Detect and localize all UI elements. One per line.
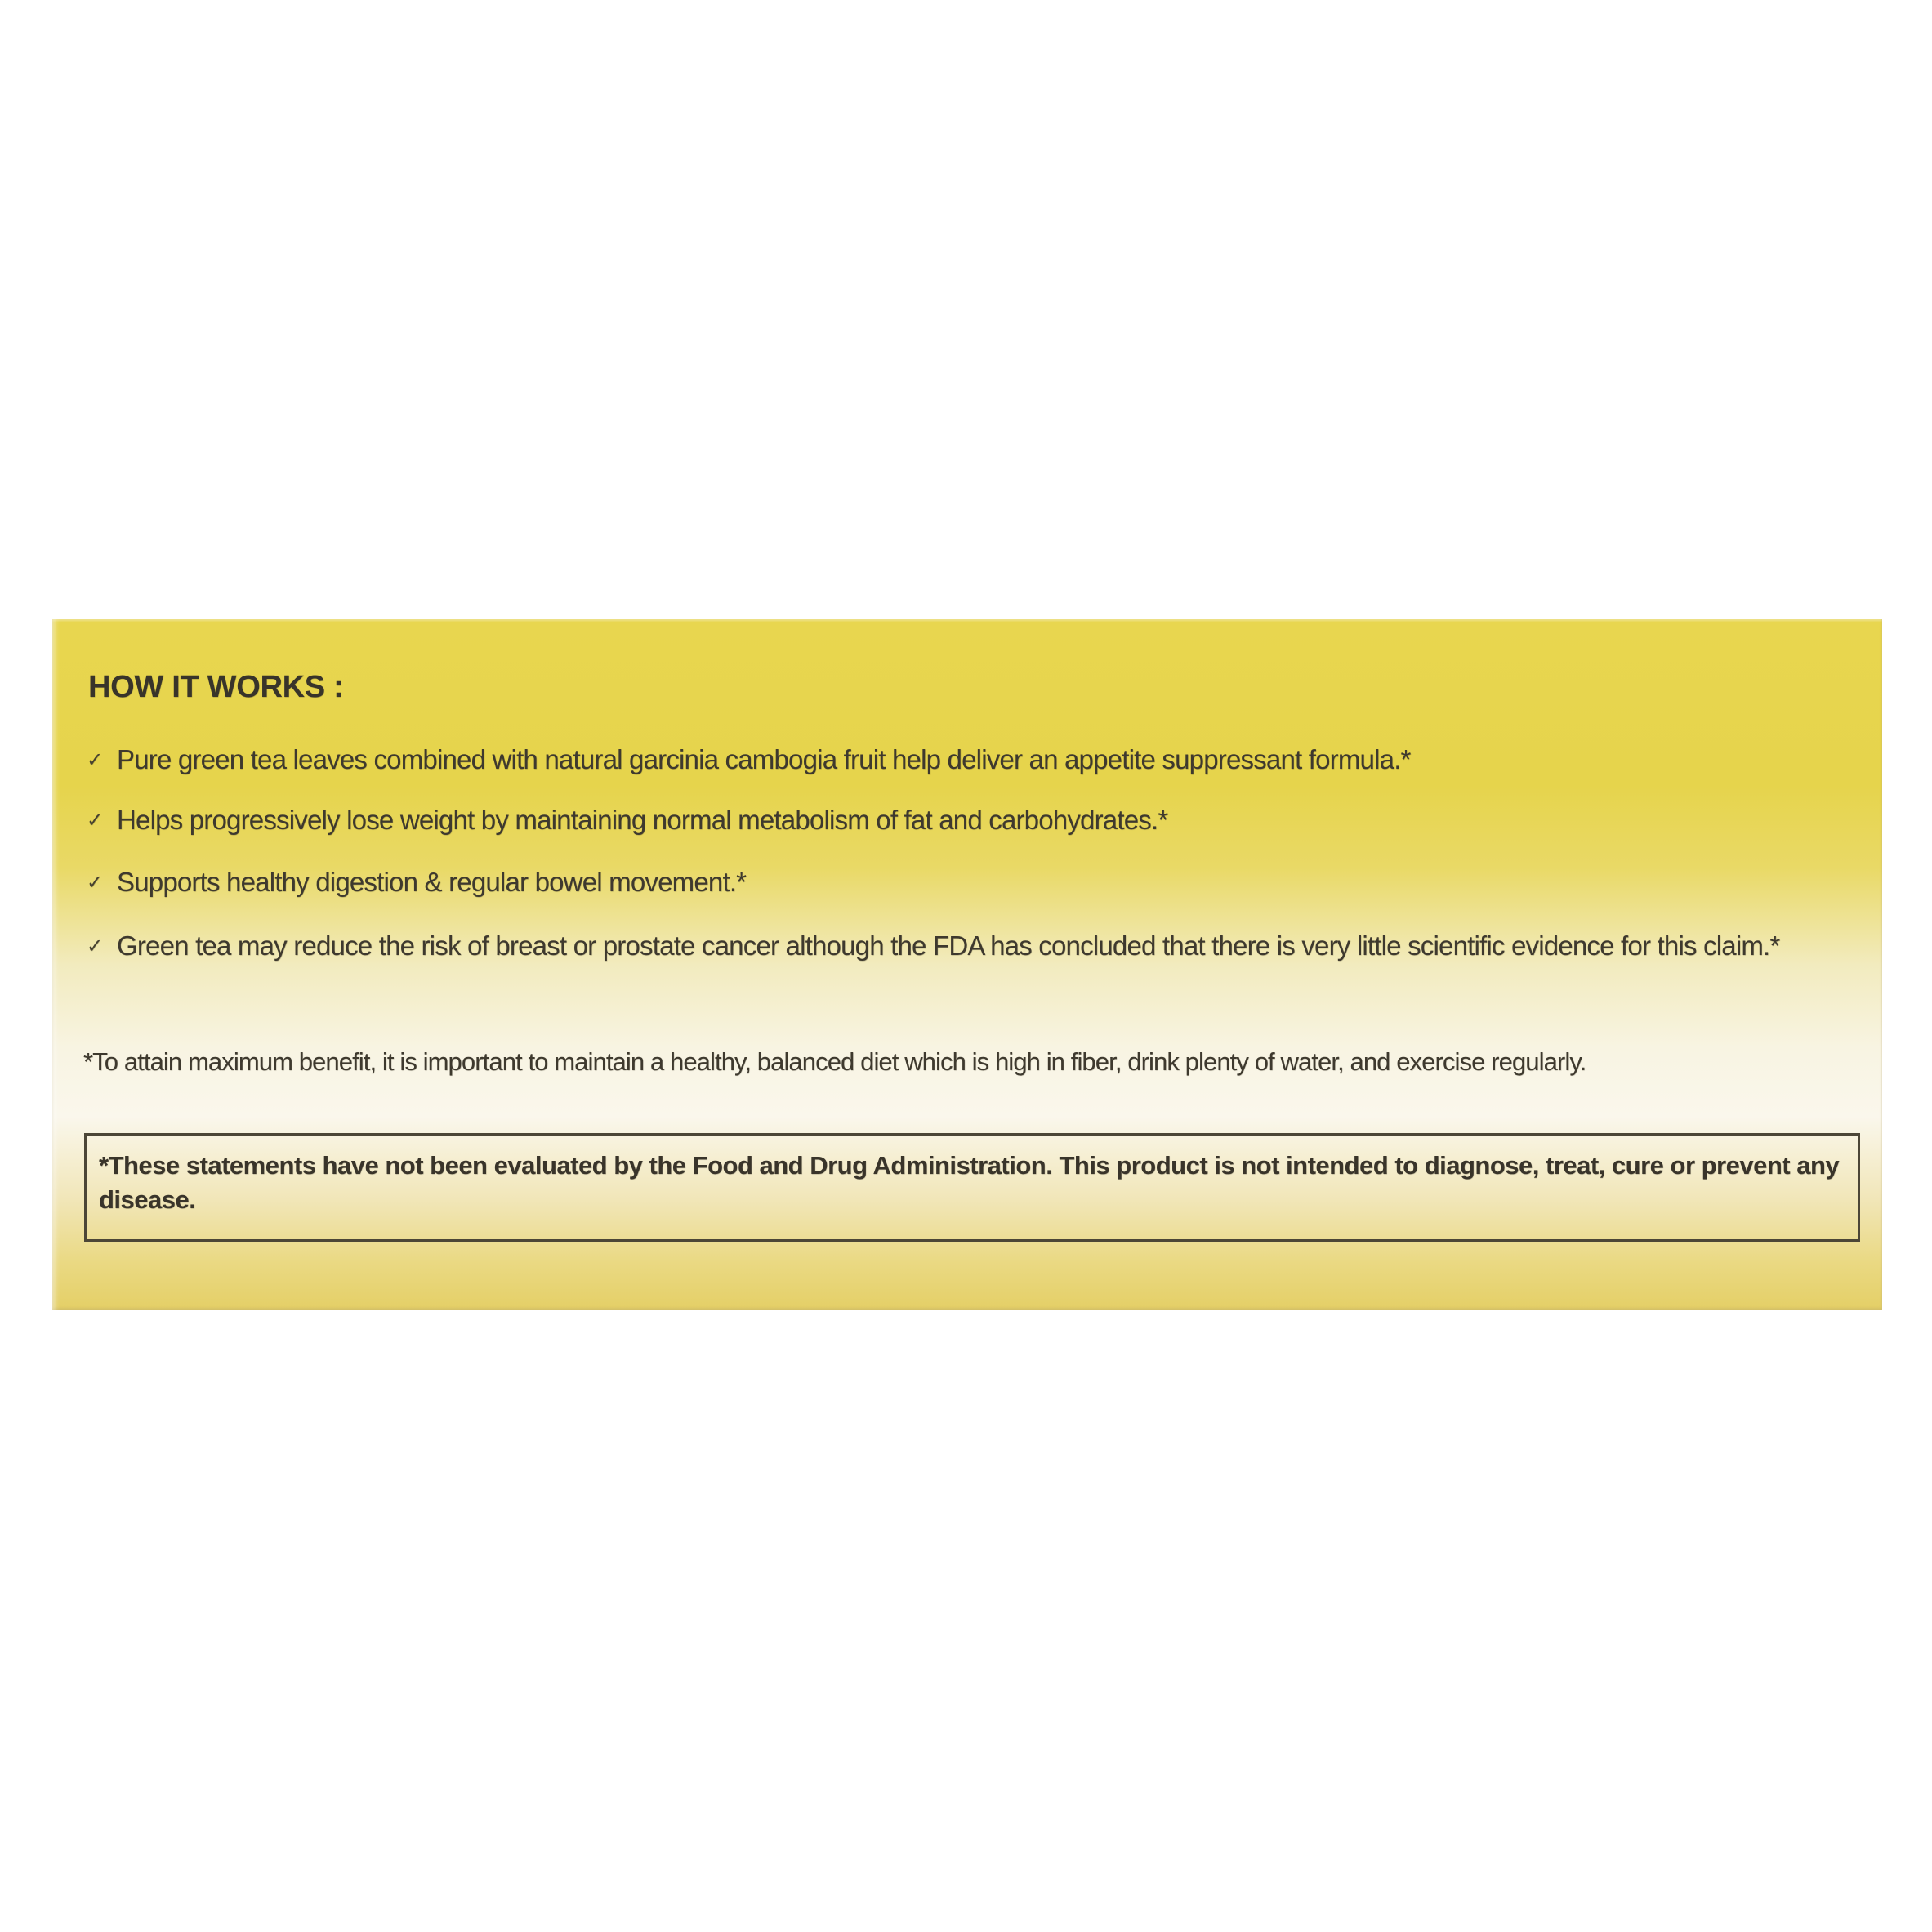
bullet-text: Helps progressively lose weight by maintaining normal metabolism of fat and carbohydrates.*: [117, 805, 1168, 835]
bullet-text: Supports healthy digestion & regular bowel movement.*: [117, 867, 747, 897]
checkmark-icon: ✓: [87, 810, 103, 832]
benefit-footnote: *To attain maximum benefit, it is important to maintain a healthy, balanced diet which is high in fiber, drink plenty of water, and exercise regularly.: [83, 1047, 1586, 1076]
bullet-text: Green tea may reduce the risk of breast or prostate cancer although the FDA has concluded that there is very little scientific evidence for this claim.*: [117, 930, 1780, 961]
checkmark-icon: ✓: [87, 935, 103, 957]
bullet-item: [87, 864, 1843, 901]
bullet-item: [87, 742, 1843, 779]
package-info-panel: [52, 619, 1882, 1310]
fda-disclaimer-box: [84, 1133, 1860, 1242]
checkmark-icon: ✓: [87, 872, 103, 894]
fda-disclaimer-text: *These statements have not been evaluated by the Food and Drug Administration. This product is not intended to diagnose, treat, cure or prevent any disease.: [99, 1151, 1840, 1214]
bullet-text: Pure green tea leaves combined with natural garcinia cambogia fruit help deliver an appetite suppressant formula.*: [117, 744, 1411, 774]
checkmark-icon: ✓: [87, 749, 103, 771]
how-it-works-heading: HOW IT WORKS :: [88, 670, 344, 704]
bullet-item: [87, 928, 1843, 965]
bullet-item: [87, 802, 1843, 839]
